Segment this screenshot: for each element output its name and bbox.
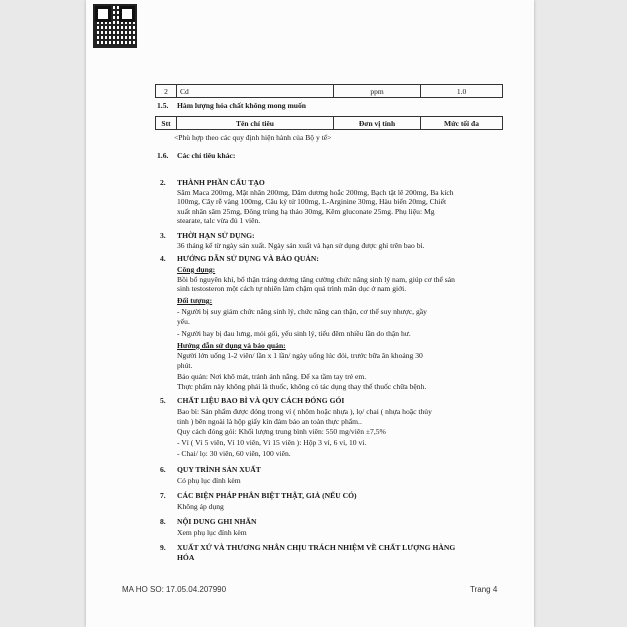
- body-line: Bảo quản: Nơi khô mát, tránh ánh nắng. Để xa tầm tay trẻ em.: [177, 372, 367, 381]
- header-max: Mức tối đa: [421, 117, 503, 130]
- section-number: 7.: [160, 491, 166, 500]
- body-line: Xem phụ lục đính kèm: [177, 528, 247, 537]
- body-line: - Vỉ ( Vỉ 5 viên, Vỉ 10 viên, Vỉ 15 viên ): Hộp 3 vỉ, 6 vỉ, 10 vỉ.: [177, 438, 367, 447]
- section-title: NỘI DUNG GHI NHÃN: [177, 517, 257, 526]
- cell-stt: 2: [156, 85, 177, 98]
- section-title: Các chỉ tiêu khác:: [177, 151, 236, 160]
- section-number: 9.: [160, 543, 166, 552]
- subheading: Hướng dẫn sử dụng và bảo quản:: [177, 341, 286, 350]
- body-line: - Người hay bị đau lưng, mỏi gối, yếu sinh lý, tiểu đêm nhiều lần do thận hư.: [177, 329, 411, 338]
- body-line: 100mg, Cây rễ vàng 100mg, Câu kỷ tử 100mg, L-Arginine 30mg, Hàu biển 20mg, Chiết: [177, 197, 447, 206]
- subheading: Đối tượng:: [177, 296, 213, 305]
- cell-name: Cd: [177, 85, 334, 98]
- body-line: Có phụ lục đính kèm: [177, 476, 241, 485]
- body-line: - Chai/ lọ: 30 viên, 60 viên, 100 viên.: [177, 449, 291, 458]
- section-title: Hàm lượng hóa chất không mong muốn: [177, 101, 307, 110]
- section-number: 1.6.: [157, 151, 169, 160]
- section-title: THÀNH PHẦN CẤU TẠO: [177, 178, 265, 187]
- body-line: phút.: [177, 361, 193, 370]
- section-number: 4.: [160, 254, 166, 263]
- section-number: 2.: [160, 178, 166, 187]
- body-line: xuất nhân sâm 25mg, Đông trùng hạ thảo 30mg, Kẽm gluconate 25mg. Phụ liệu: Mg: [177, 207, 435, 216]
- body-line: Bao bì: Sản phẩm được đóng trong vỉ ( nhôm hoặc nhựa ), lọ/ chai ( nhựa hoặc thủy: [177, 407, 432, 416]
- metals-table: [155, 84, 503, 98]
- page-number: Trang 4: [470, 585, 498, 594]
- section-title: CHẤT LIỆU BAO BÌ VÀ QUY CÁCH ĐÓNG GÓI: [177, 396, 345, 405]
- body-line: stearate, talc vừa đủ 1 viên.: [177, 216, 261, 225]
- body-line: Người lớn uống 1-2 viên/ lần x 1 lần/ ngày uống lúc đói, trước bữa ăn khoảng 30: [177, 351, 423, 360]
- header-name: Tên chỉ tiêu: [177, 117, 334, 130]
- body-line: Bồi bổ nguyên khí, bổ thận tráng dương tăng cường chức năng sinh lý nam, giúp cơ thể sản: [177, 275, 455, 284]
- body-line: 36 tháng kể từ ngày sản xuất. Ngày sản xuất và hạn sử dụng được ghi trên bao bì.: [177, 241, 425, 250]
- body-line: sinh testosteron một cách tự nhiên làm chậm quá trình mãn dục ở nam giới.: [177, 284, 407, 293]
- undesired-chemicals-table: [155, 116, 503, 130]
- qr-code: [93, 4, 137, 48]
- header-stt: Stt: [156, 117, 177, 130]
- body-line: Sâm Maca 200mg, Mật nhân 200mg, Dâm dương hoắc 200mg, Bạch tật lê 200mg, Ba kích: [177, 188, 454, 197]
- section-number: 5.: [160, 396, 166, 405]
- note-text: <Phù hợp theo các quy định hiện hành của Bộ y tế>: [174, 133, 332, 142]
- subheading: Công dụng:: [177, 265, 216, 274]
- table-header-row: [156, 117, 503, 130]
- header-unit: Đơn vị tính: [334, 117, 421, 130]
- section-title: CÁC BIỆN PHÁP PHÂN BIỆT THẬT, GIẢ (NẾU CÓ): [177, 491, 357, 500]
- section-title: HÓA: [177, 553, 195, 562]
- body-line: Không áp dụng: [177, 502, 224, 511]
- table-row: [156, 85, 503, 98]
- section-number: 8.: [160, 517, 166, 526]
- body-line: tinh ) bên ngoài là hộp giấy kín đảm bảo an toàn thực phẩm..: [177, 417, 362, 426]
- file-number: MA HO SO: 17.05.04.207990: [122, 585, 227, 594]
- section-number: 1.5.: [157, 101, 169, 110]
- body-line: - Người bị suy giảm chức năng sinh lý, chức năng can thận, cơ thể suy nhược, gầy: [177, 307, 427, 316]
- body-line: yếu.: [177, 317, 190, 326]
- cell-value: 1.0: [421, 85, 503, 98]
- section-title: THỜI HẠN SỬ DỤNG:: [177, 231, 255, 240]
- section-title: XUẤT XỨ VÀ THƯƠNG NHÂN CHỊU TRÁCH NHIỆM VỀ CHẤT LƯỢNG HÀNG: [177, 543, 456, 552]
- section-title: HƯỚNG DẪN SỬ DỤNG VÀ BẢO QUẢN:: [177, 254, 319, 263]
- section-title: QUY TRÌNH SẢN XUẤT: [177, 465, 261, 474]
- cell-unit: ppm: [334, 85, 421, 98]
- body-line: Quy cách đóng gói: Khối lượng trung bình viên: 550 mg/viên ±7,5%: [177, 427, 386, 436]
- body-line: Thực phẩm này không phải là thuốc, không có tác dụng thay thế thuốc chữa bệnh.: [177, 382, 427, 391]
- section-number: 3.: [160, 231, 166, 240]
- section-number: 6.: [160, 465, 166, 474]
